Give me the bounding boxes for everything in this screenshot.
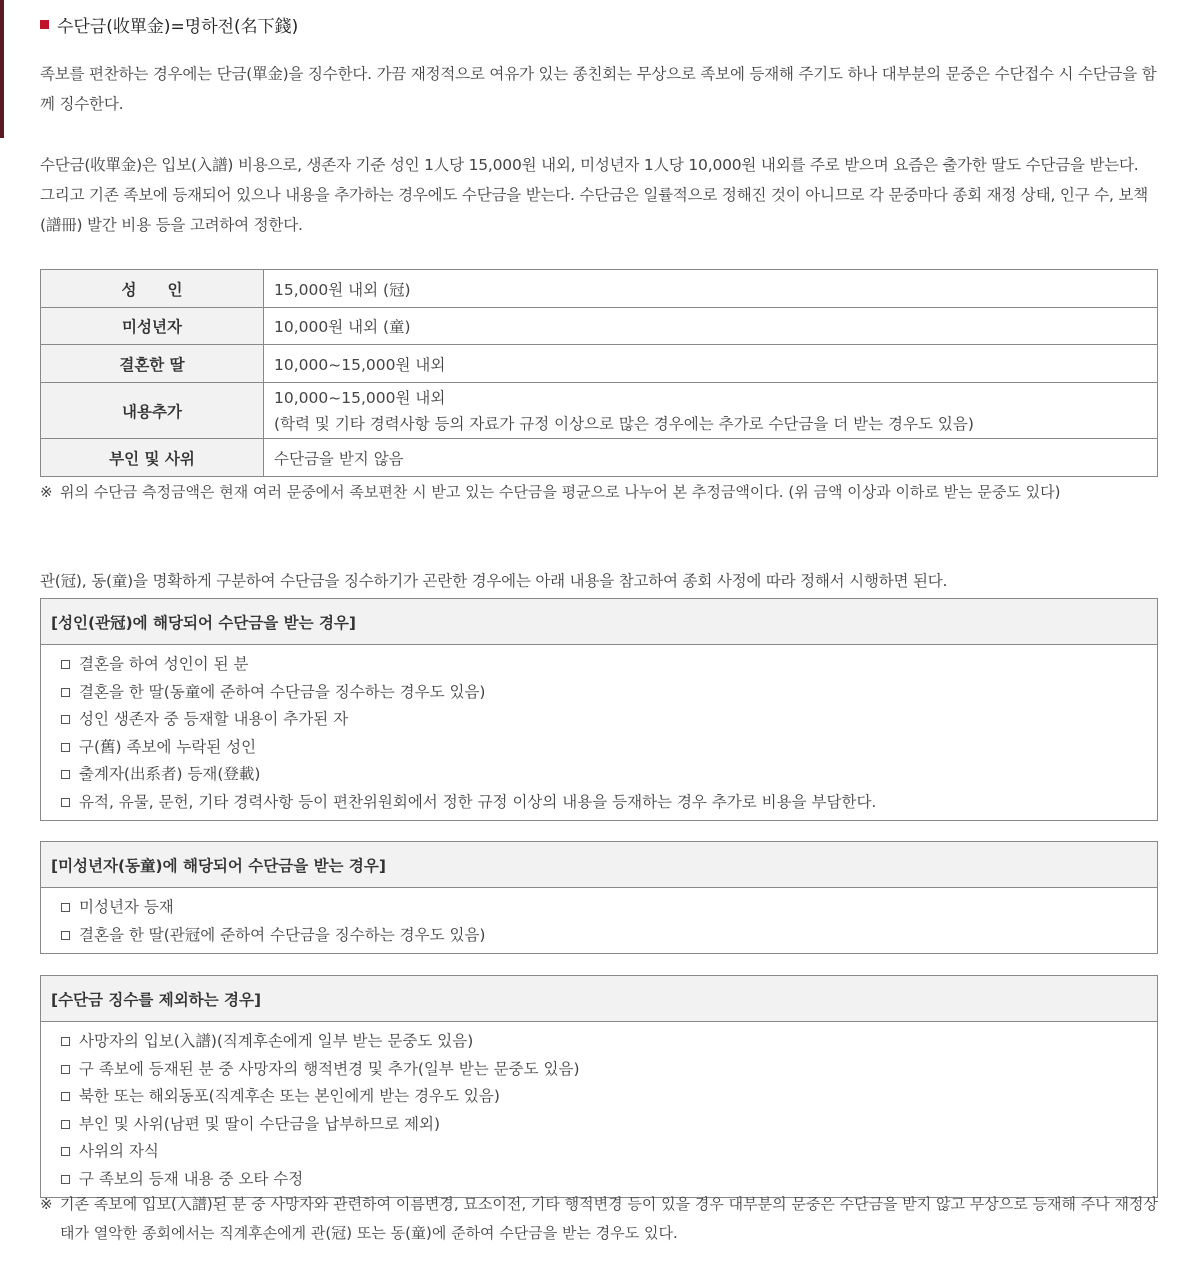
square-bullet-icon (61, 1092, 70, 1101)
square-bullet-icon (61, 660, 70, 669)
list-item (61, 1083, 1157, 1111)
exclusion-box (40, 975, 1158, 1198)
fee-row-value: 15,000원 내외 (冠) (264, 270, 1158, 308)
list-item (61, 761, 1157, 789)
list-item-text: 성인 생존자 중 등재할 내용이 추가된 자 (79, 710, 349, 728)
note-mark: ※ (40, 483, 53, 501)
fee-row-value-line1: 10,000~15,000원 내외 (274, 388, 446, 407)
list-item (61, 706, 1157, 734)
square-bullet-icon (61, 798, 70, 807)
list-item (61, 1138, 1157, 1166)
list-item (61, 922, 1157, 950)
closing-note (40, 1190, 1158, 1248)
table-row (41, 439, 1158, 477)
list-item-text: 미성년자 등재 (79, 898, 174, 916)
square-bullet-icon (61, 1065, 70, 1074)
fee-note (40, 478, 1158, 507)
exclusion-list (41, 1022, 1157, 1197)
section-heading-text: 수단금(收單金)=명하전(名下錢) (57, 16, 299, 37)
list-item-text: 구 족보에 등재된 분 중 사망자의 행적변경 및 추가(일부 받는 문중도 있음) (79, 1059, 580, 1078)
table-row (41, 383, 1158, 439)
minor-fee-list (41, 888, 1157, 953)
list-item-text: 구 족보의 등재 내용 중 오타 수정 (79, 1169, 304, 1188)
square-bullet-icon (61, 770, 70, 779)
note-mark: ※ (40, 1195, 53, 1213)
list-item (61, 894, 1157, 922)
list-item (61, 734, 1157, 762)
red-square-icon (40, 20, 49, 29)
list-item-text: 부인 및 사위(남편 및 딸이 수단금을 납부하므로 제외) (79, 1114, 441, 1133)
list-item (61, 651, 1157, 679)
list-item-text: 출계자(出系者) 등재(登載) (79, 765, 261, 783)
table-row (41, 345, 1158, 383)
fee-row-value: 수단금을 받지 않음 (264, 439, 1158, 477)
square-bullet-icon (61, 743, 70, 752)
list-item (61, 1056, 1157, 1084)
square-bullet-icon (61, 1120, 70, 1129)
list-item (61, 679, 1157, 707)
adult-fee-list (41, 645, 1157, 820)
square-bullet-icon (61, 1147, 70, 1156)
fee-row-label: 성 인 (41, 270, 264, 308)
square-bullet-icon (61, 715, 70, 724)
list-item-text: 북한 또는 해외동포(직계후손 또는 본인에게 받는 경우도 있음) (79, 1087, 500, 1105)
list-item-text: 유적, 유물, 문헌, 기타 경력사항 등이 편찬위원회에서 정한 규정 이상의 내용을 등재하는 경우 추가로 비용을 부담한다. (79, 792, 877, 811)
list-item-text: 사위의 자식 (79, 1142, 159, 1160)
fee-table (40, 269, 1158, 477)
table-row (41, 308, 1158, 345)
square-bullet-icon (61, 903, 70, 912)
guidance-paragraph: 관(冠), 동(童)을 명확하게 구분하여 수단금을 징수하기가 곤란한 경우에는 아래 내용을 참고하여 종회 사정에 따라 정해서 시행하면 된다. (40, 572, 948, 590)
square-bullet-icon (61, 1037, 70, 1046)
note-text: 기존 족보에 입보(入譜)된 분 중 사망자와 관련하여 이름변경, 묘소이전, 기타 행적변경 등이 있을 경우 대부분의 문중은 수단금을 받지 않고 무상으로 등재해 주나 재정상태가 열악한 종회에서는 직계후손에게 관(冠) 또는 동(童)에 준하여 수단금을 받는 경우도 있다. (60, 1195, 1158, 1242)
minor-fee-box (40, 841, 1158, 954)
box-title: [미성년자(동童)에 해당되어 수단금을 받는 경우] (41, 842, 1157, 888)
list-item (61, 1028, 1157, 1056)
adult-fee-box (40, 598, 1158, 821)
list-item (61, 789, 1157, 817)
fee-row-label: 부인 및 사위 (41, 439, 264, 477)
fee-description-paragraph: 수단금(收單金)은 입보(入譜) 비용으로, 생존자 기준 성인 1人당 15,000원 내외, 미성년자 1人당 10,000원 내외를 주로 받으며 요즘은 출가한 딸도 수단금을 받는다. 그리고 기존 족보에 등재되어 있으나 내용을 추가하는 경우에도 수단금을 받는다. 수단금은 일률적으로 정해진 것이 아니므로 각 문중마다 종회 재정 상태, 인구 수, 보책(譜冊) 발간 비용 등을 고려하여 정한다. (40, 156, 1148, 234)
fee-row-label: 결혼한 딸 (41, 345, 264, 383)
box-title: [수단금 징수를 제외하는 경우] (41, 976, 1157, 1022)
table-row (41, 270, 1158, 308)
fee-row-value (264, 383, 1158, 439)
intro-paragraph: 족보를 편찬하는 경우에는 단금(單金)을 징수한다. 가끔 재정적으로 여유가 있는 종친회는 무상으로 족보에 등재해 주기도 하나 대부분의 문중은 수단접수 시 수단금을 함께 징수한다. (40, 65, 1157, 113)
fee-row-value-line2: (학력 및 기타 경력사항 등의 자료가 규정 이상으로 많은 경우에는 추가로 수단금을 더 받는 경우도 있음) (274, 414, 974, 433)
fee-row-label: 내용추가 (41, 383, 264, 439)
square-bullet-icon (61, 688, 70, 697)
fee-row-value: 10,000원 내외 (童) (264, 308, 1158, 345)
note-text: 위의 수단금 측정금액은 현재 여러 문중에서 족보편찬 시 받고 있는 수단금을 평균으로 나누어 본 추정금액이다. (위 금액 이상과 이하로 받는 문중도 있다) (60, 483, 1061, 501)
list-item-text: 사망자의 입보(入譜)(직계후손에게 일부 받는 문중도 있음) (79, 1032, 474, 1050)
list-item (61, 1111, 1157, 1139)
list-item (61, 1166, 1157, 1194)
fee-row-label: 미성년자 (41, 308, 264, 345)
section-heading (40, 10, 298, 38)
box-title: [성인(관冠)에 해당되어 수단금을 받는 경우] (41, 599, 1157, 645)
list-item-text: 결혼을 한 딸(동童에 준하여 수단금을 징수하는 경우도 있음) (79, 682, 486, 701)
left-accent-bar (0, 0, 4, 138)
list-item-text: 결혼을 한 딸(관冠에 준하여 수단금을 징수하는 경우도 있음) (79, 925, 486, 944)
square-bullet-icon (61, 931, 70, 940)
fee-row-value: 10,000~15,000원 내외 (264, 345, 1158, 383)
list-item-text: 구(舊) 족보에 누락된 성인 (79, 737, 257, 756)
square-bullet-icon (61, 1175, 70, 1184)
list-item-text: 결혼을 하여 성인이 된 분 (79, 655, 249, 673)
